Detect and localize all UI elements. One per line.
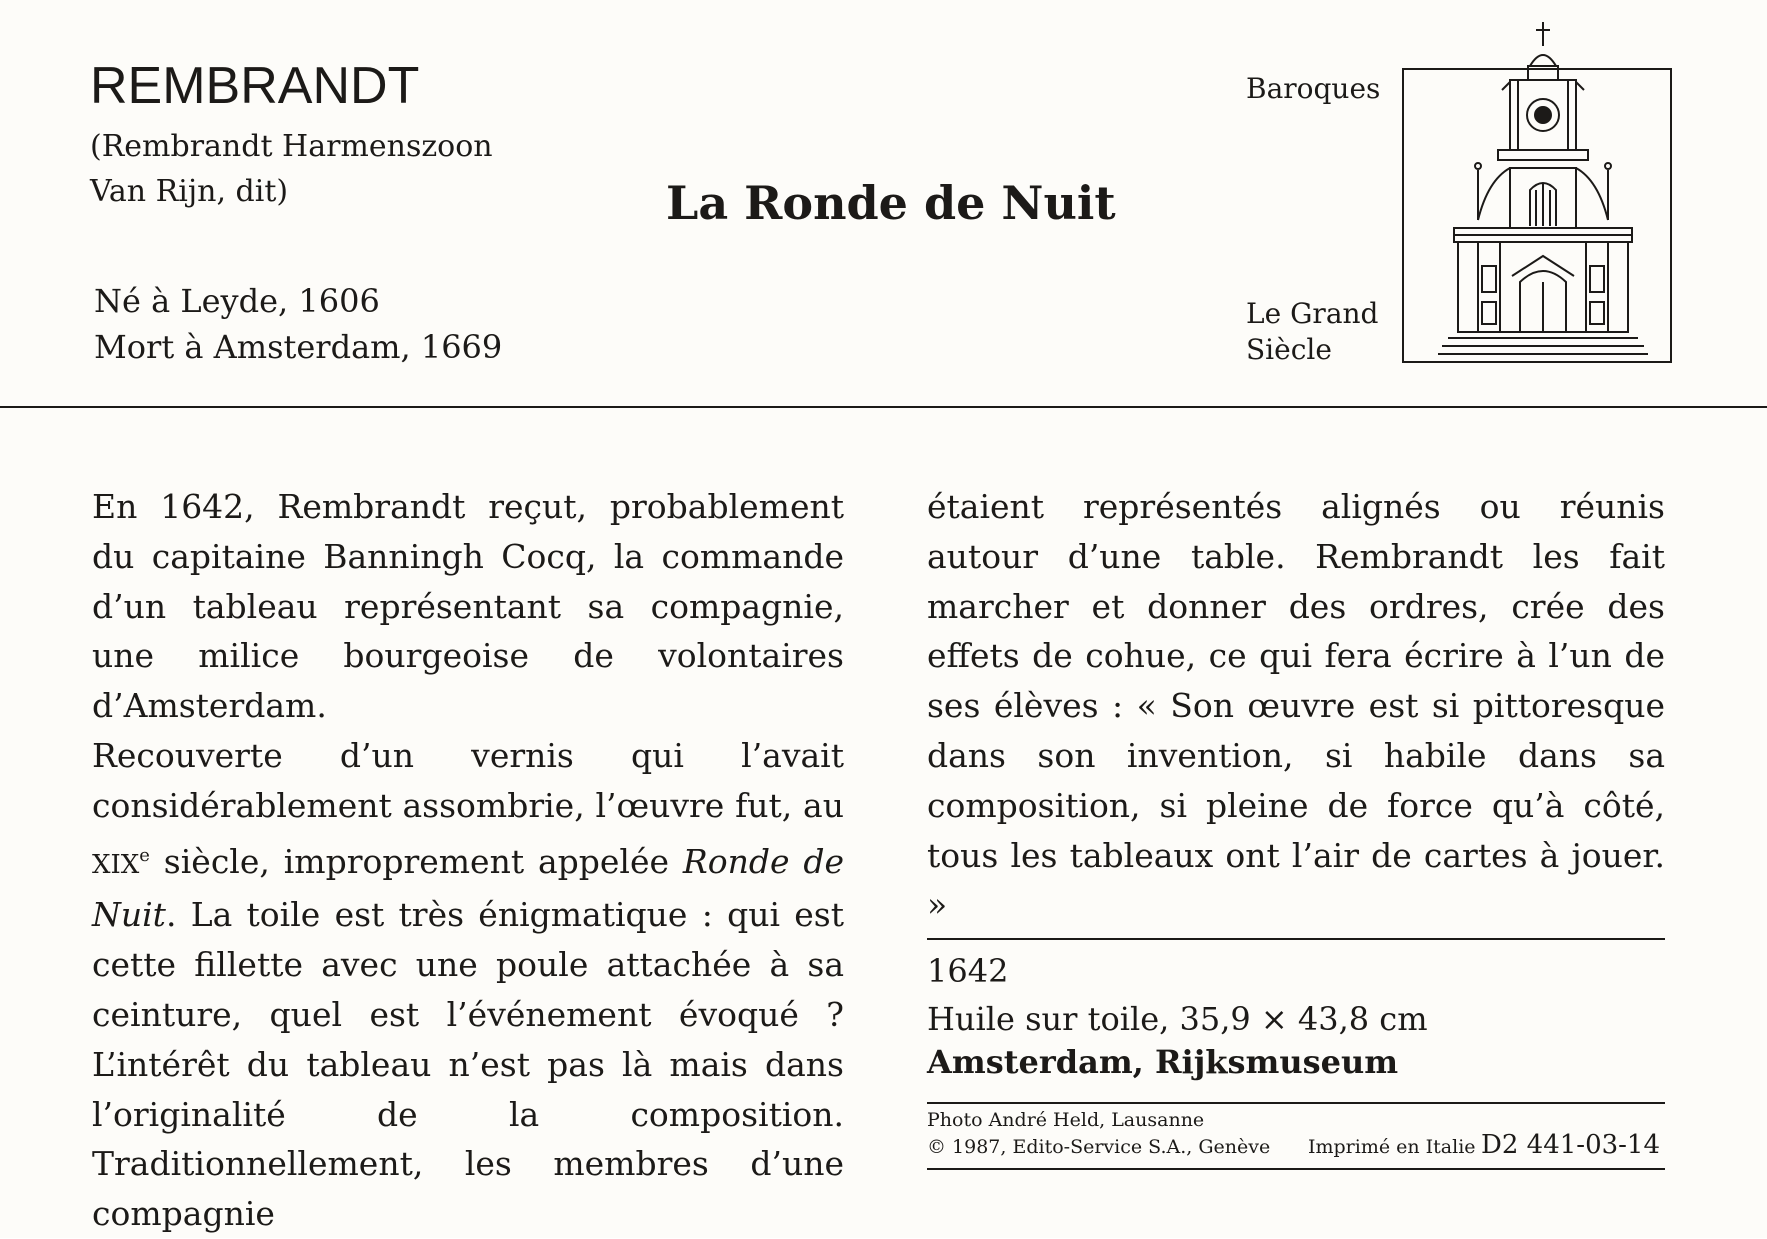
artwork-title: La Ronde de Nuit	[666, 176, 1116, 230]
body-paragraph-2-part-b: siècle, improprement appelée	[149, 841, 683, 881]
birth-info: Né à Leyde, 1606	[94, 282, 380, 320]
info-divider-middle	[927, 1102, 1665, 1104]
info-divider-bottom	[927, 1168, 1665, 1170]
artist-full-line1: (Rembrandt Harmenszoon	[90, 129, 493, 164]
info-divider-top	[927, 938, 1665, 940]
century-superscript: e	[139, 844, 150, 866]
painting-name-italic: Ronde de Nuit	[92, 841, 844, 935]
artist-full-name	[90, 124, 493, 214]
body-paragraph-3: étaient représentés alignés ou réunis autour d’une table. Rembrandt les fait marcher et donner des ordres, crée des effets de cohue, ce qui fera écrire à l’un de ses élèves : « Son œuvre est si pittoresque dans son invention, si habile dans sa composition, si pleine de force qu’à côté, tous les tableaux ont l’air de cartes à jouer. »	[927, 487, 1665, 925]
era-label-grand-siecle	[1246, 296, 1378, 368]
era-label-line2: Siècle	[1246, 333, 1332, 366]
body-column-right	[927, 482, 1665, 930]
body-paragraph-1: En 1642, Rembrandt reçut, probablement du capitaine Banningh Cocq, la commande d’un tableau représentant sa compagnie, une milice bourgeoise de volontaires d’Amsterdam.	[92, 487, 844, 726]
copyright-notice: © 1987, Edito-Service S.A., Genève	[927, 1136, 1271, 1158]
body-paragraph-2-part-a: Recouverte d’un vernis qui l’avait considérablement assombrie, l’œuvre fut, au	[92, 735, 844, 825]
artist-full-line2: Van Rijn, dit)	[90, 174, 289, 209]
artist-life-dates	[94, 278, 502, 370]
era-label-baroques: Baroques	[1246, 72, 1381, 105]
baroque-church-facade-icon	[1438, 20, 1648, 362]
artwork-medium: Huile sur toile, 35,9 × 43,8 cm	[927, 1000, 1428, 1038]
header-divider	[0, 406, 1767, 408]
body-paragraph-2-part-c: . La toile est très énigmatique : qui est cette fillette avec une poule attachée à sa ceinture, quel est l’événement évoqué ? L’intérêt du tableau n’est pas là mais dans l’originalité de la composition. Traditionnellement, les membres d’une compagnie	[92, 895, 844, 1234]
body-column-left	[92, 482, 844, 1239]
artist-name: REMBRANDT	[90, 57, 420, 115]
artwork-year: 1642	[927, 952, 1009, 990]
printed-in: Imprimé en Italie	[1308, 1136, 1476, 1158]
body-paragraph-2	[92, 731, 844, 1239]
artwork-location: Amsterdam, Rijksmuseum	[927, 1043, 1399, 1081]
death-info: Mort à Amsterdam, 1669	[94, 328, 503, 366]
era-label-line1: Le Grand	[1246, 297, 1379, 330]
card-code: D2 441-03-14	[1481, 1130, 1661, 1160]
century-numeral: XIX	[92, 849, 140, 880]
photo-credit: Photo André Held, Lausanne	[927, 1109, 1205, 1131]
